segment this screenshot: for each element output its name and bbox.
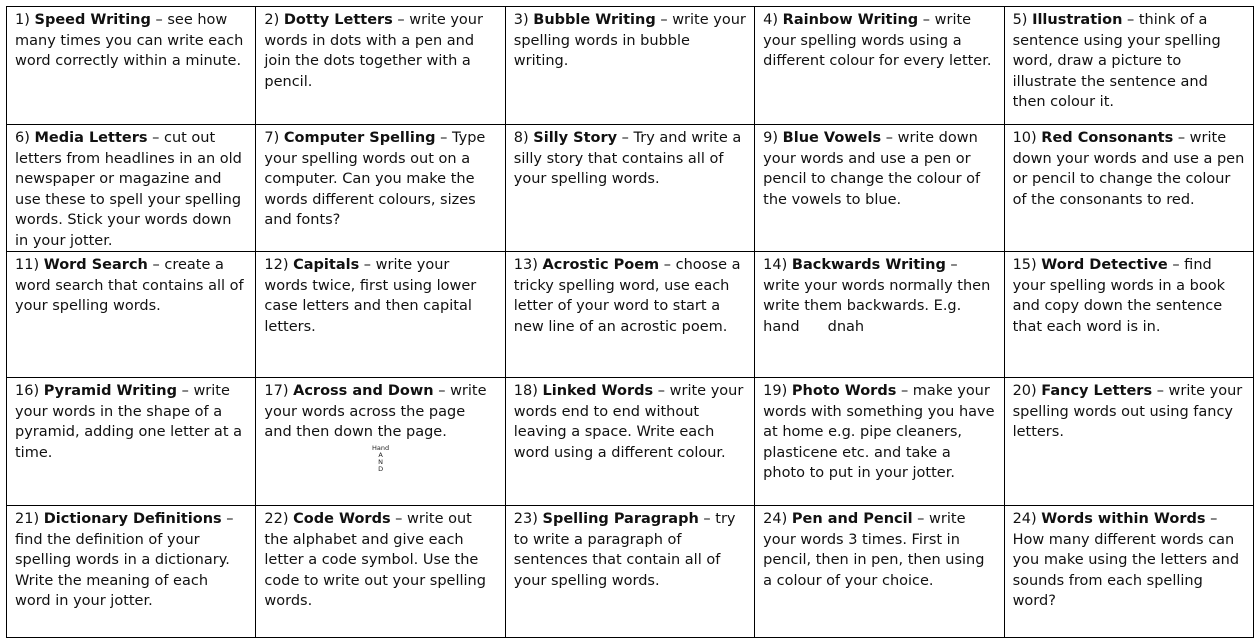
activity-title: Code Words (293, 511, 391, 527)
activity-cell: 21) Dictionary Definitions – find the definition of your spelling words in a dictionary. Write the meaning of each word in your jotter. (7, 506, 256, 638)
activity-cell: 18) Linked Words – write your words end to end without leaving a space. Write each word using a different colour. (505, 378, 754, 506)
activity-title: Photo Words (791, 383, 897, 399)
activity-cell: 24) Words within Words – How many different words can you make using the letters and sounds from each spelling word? (1004, 506, 1253, 638)
activity-cell: 19) Photo Words – make your words with something you have at home e.g. pipe cleaners, plasticene etc. and take a photo to put in your jotter. (755, 378, 1004, 506)
activity-title: Silly Story (533, 130, 618, 146)
activity-cell: 6) Media Letters – cut out letters from headlines in an old newspaper or magazine and use these to spell your spelling words. Stick your words down in your jotter. (7, 125, 256, 252)
activity-title: Pyramid Writing (43, 383, 177, 399)
grid-row (7, 378, 1254, 506)
activity-title: Dictionary Definitions (43, 511, 222, 527)
activity-cell: 14) Backwards Writing – write your words normally then write them backwards. E.g. hand dnah (755, 252, 1004, 378)
activity-cell: 9) Blue Vowels – write down your words and use a pen or pencil to change the colour of the vowels to blue. (755, 125, 1004, 252)
activity-cell: 24) Pen and Pencil – write your words 3 times. First in pencil, then in pen, then using a colour of your choice. (755, 506, 1004, 638)
activity-title: Linked Words (542, 383, 654, 399)
example-text: E.g. hand (763, 298, 962, 335)
activity-cell: 1) Speed Writing – see how many times you can write each word correctly within a minute. (7, 7, 256, 125)
activity-cell: 20) Fancy Letters – write your spelling words out using fancy letters. (1004, 378, 1253, 506)
grid-row (7, 252, 1254, 378)
activity-cell: 4) Rainbow Writing – write your spelling words using a different colour for every letter. (755, 7, 1004, 125)
activity-title: Pen and Pencil (791, 511, 913, 527)
activity-title: Red Consonants (1041, 130, 1174, 146)
vertical-word-example: Hand A N D (372, 443, 390, 473)
activity-title: Speed Writing (34, 12, 151, 28)
activity-title: Fancy Letters (1041, 383, 1153, 399)
activity-cell: 16) Pyramid Writing – write your words in the shape of a pyramid, adding one letter at a time. (7, 378, 256, 506)
activity-cell: 5) Illustration – think of a sentence using your spelling word, draw a picture to illustrate the sentence and then colour it. (1004, 7, 1253, 125)
activity-title: Illustration (1032, 12, 1123, 28)
activity-title: Backwards Writing (791, 257, 946, 273)
activity-cell: 11) Word Search – create a word search that contains all of your spelling words. (7, 252, 256, 378)
spelling-activities-grid (6, 6, 1254, 638)
activity-title: Across and Down (293, 383, 434, 399)
grid-row (7, 506, 1254, 638)
activity-cell: 22) Code Words – write out the alphabet and give each letter a code symbol. Use the code to write out your spelling words. (256, 506, 505, 638)
activity-title: Spelling Paragraph (542, 511, 699, 527)
activity-title: Rainbow Writing (782, 12, 919, 28)
activity-cell: 10) Red Consonants – write down your words and use a pen or pencil to change the colour of the consonants to red. (1004, 125, 1253, 252)
grid-row (7, 7, 1254, 125)
activity-cell: 2) Dotty Letters – write your words in dots with a pen and join the dots together with a pencil. (256, 7, 505, 125)
activity-title: Bubble Writing (533, 12, 656, 28)
activity-cell: 3) Bubble Writing – write your spelling words in bubble writing. (505, 7, 754, 125)
activity-cell: 23) Spelling Paragraph – try to write a paragraph of sentences that contain all of your spelling words. (505, 506, 754, 638)
activity-title: Acrostic Poem (542, 257, 660, 273)
activity-title: Media Letters (34, 130, 148, 146)
activity-cell: 12) Capitals – write your words twice, first using lower case letters and then capital letters. (256, 252, 505, 378)
grid-row (7, 125, 1254, 252)
activity-title: Computer Spelling (283, 130, 436, 146)
activity-title: Dotty Letters (283, 12, 393, 28)
activity-title: Capitals (293, 257, 360, 273)
activity-title: Word Detective (1041, 257, 1168, 273)
activity-cell: 17) Across and Down – write your words across the page and then down the page. Hand A N D (256, 378, 505, 506)
activity-title: Words within Words (1041, 511, 1206, 527)
activity-title: Word Search (43, 257, 148, 273)
activity-cell: 13) Acrostic Poem – choose a tricky spelling word, use each letter of your word to start a new line of an acrostic poem. (505, 252, 754, 378)
example-backwards-text: dnah (827, 318, 865, 335)
activity-title: Blue Vowels (782, 130, 882, 146)
activity-cell: 8) Silly Story – Try and write a silly story that contains all of your spelling words. (505, 125, 754, 252)
activity-cell: 7) Computer Spelling – Type your spelling words out on a computer. Can you make the words different colours, sizes and fonts? (256, 125, 505, 252)
activity-cell: 15) Word Detective – find your spelling words in a book and copy down the sentence that each word is in. (1004, 252, 1253, 378)
